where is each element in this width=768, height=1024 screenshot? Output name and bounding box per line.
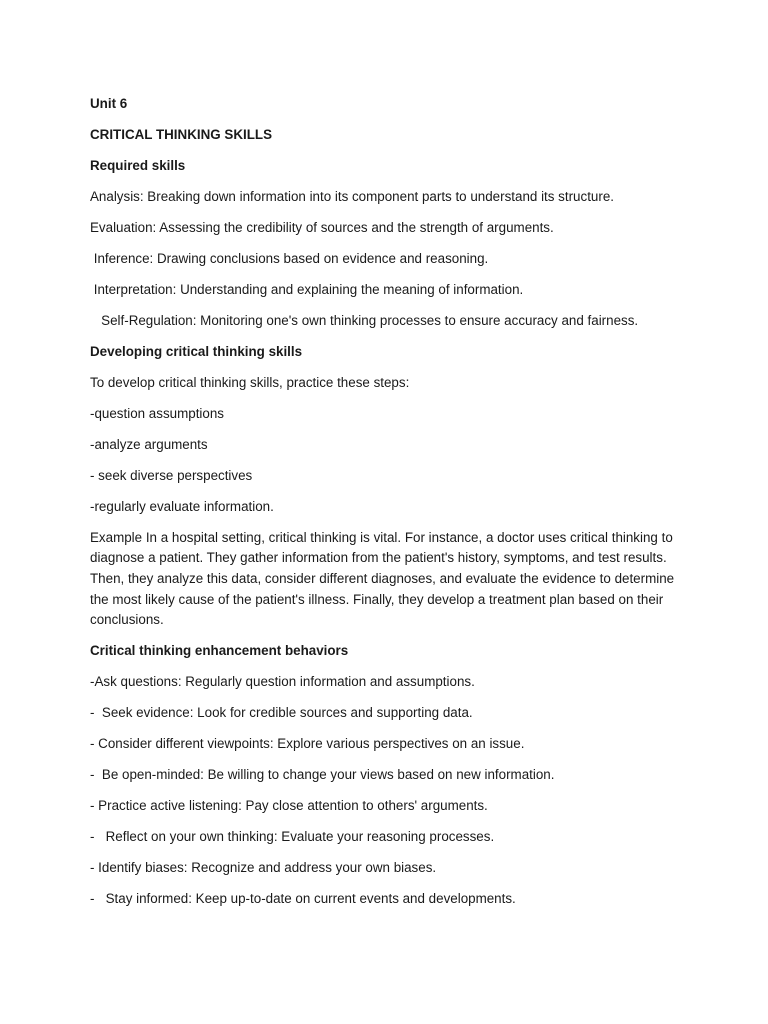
- behavior-item: - Seek evidence: Look for credible sources and supporting data.: [90, 705, 473, 721]
- behavior-item: - Be open-minded: Be willing to change your views based on new information.: [90, 767, 555, 783]
- skill-analysis: Analysis: Breaking down information into its component parts to understand its structure.: [90, 188, 614, 204]
- unit-label: Unit 6: [90, 96, 128, 111]
- example-paragraph: Example In a hospital setting, critical thinking is vital. For instance, a doctor uses critical thinking to diagnose a patient. They gather information from the patient's history, symptoms, and test results. Then, they analyze this data, consider different diagnoses, and evaluate the evidence to determine the most likely cause of the patient's illness. Finally, they develop a treatment plan based on their conclusions.: [90, 529, 675, 628]
- skill-inference: Inference: Drawing conclusions based on evidence and reasoning.: [90, 250, 489, 266]
- document-page: [90, 94, 690, 920]
- skill-interpretation: Interpretation: Understanding and explaining the meaning of information.: [90, 281, 524, 297]
- skill-evaluation: Evaluation: Assessing the credibility of sources and the strength of arguments.: [90, 219, 554, 235]
- behavior-item: - Reflect on your own thinking: Evaluate your reasoning processes.: [90, 829, 495, 845]
- behavior-item: -Ask questions: Regularly question information and assumptions.: [90, 674, 475, 690]
- behavior-item: - Consider different viewpoints: Explore various perspectives on an issue.: [90, 736, 525, 752]
- developing-heading: Developing critical thinking skills: [90, 343, 303, 359]
- step-item: -regularly evaluate information.: [90, 498, 274, 514]
- required-skills-heading: Required skills: [90, 157, 186, 173]
- skill-self-regulation: Self-Regulation: Monitoring one's own thinking processes to ensure accuracy and fairness.: [90, 312, 639, 328]
- developing-intro: To develop critical thinking skills, practice these steps:: [90, 374, 410, 390]
- behavior-item: - Stay informed: Keep up-to-date on current events and developments.: [90, 891, 516, 907]
- step-item: -analyze arguments: [90, 436, 208, 452]
- behaviors-heading: Critical thinking enhancement behaviors: [90, 643, 349, 659]
- step-item: - seek diverse perspectives: [90, 467, 253, 483]
- step-item: -question assumptions: [90, 405, 224, 421]
- behavior-item: - Identify biases: Recognize and address your own biases.: [90, 860, 437, 876]
- document-title: CRITICAL THINKING SKILLS: [90, 126, 273, 142]
- behavior-item: - Practice active listening: Pay close attention to others' arguments.: [90, 798, 488, 814]
